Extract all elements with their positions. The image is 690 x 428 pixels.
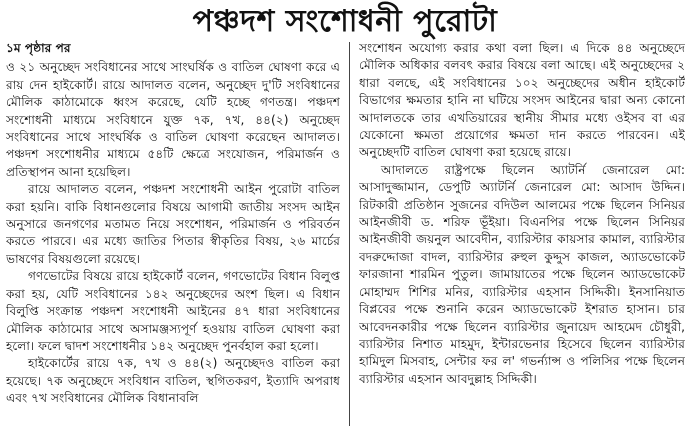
article-headline: পঞ্চদশ সংশোধনী পুরোটা xyxy=(192,4,498,39)
left-paragraph-1: ও ২১ অনুচ্ছেদ সংবিধানের সাথে সাংঘর্ষিক ও বাতিল ঘোষণা করে এ রায় দেন হাইকোর্ট। রায়ে আদালত বলেন, অনুচ্ছেদ দু'টি সংবিধানের মৌলিক কাঠামোকে ধ্বংস করেছে, যেটি হচ্ছে গণতন্ত্র। পঞ্চদশ সংশোধনী মাধ্যমে সংবিধানে যুক্ত ৭ক, ৭খ, ৪৪(২) অনুচ্ছেদ সংবিধানের সাথে সাংঘর্ষিক ও বাতিল ঘোষণা করেছেন আদালত। পঞ্চদশ সংশোধনীর মাধ্যমে ৫৪টি ক্ষেত্রে সংযোজন, পরিমার্জন ও প্রতিস্থাপন আনা হয়েছিল। xyxy=(6,60,340,179)
right-column xyxy=(359,40,685,426)
column-divider xyxy=(349,42,350,426)
left-paragraph-2: রায়ে আদালত বলেন, পঞ্চদশ সংশোধনী আইন পুরোটা বাতিল করা হয়নি। বাকি বিধানগুলোর বিষয়ে আগামী জাতীয় সংসদ আইন অনুসারে জনগণের মতামত নিয়ে সংশোধন, পরিমার্জন ও পরিবর্তন করতে পারবে। এর মধ্যে জাতির পিতার স্বীকৃতির বিষয়, ২৬ মার্চের ভাষণের বিষয়গুলো রয়েছে। xyxy=(6,182,340,266)
left-paragraph-4: হাইকোর্টের রায়ে ৭ক, ৭খ ও ৪৪(২) অনুচ্ছেদও বাতিল করা হয়েছে। ৭ক অনুচ্ছেদে সংবিধান বাতিল, স্থগিতকরণ, ইত্যাদি অপরাধ এবং ৭খ সংবিধানের মৌলিক বিধানাবলি xyxy=(6,356,340,406)
left-column xyxy=(6,40,340,426)
continued-from-page-label: ১ম পৃষ্ঠার পর xyxy=(6,41,71,55)
right-paragraph-2: আদালতে রাষ্ট্রপক্ষে ছিলেন অ্যাটর্নি জেনারেল মো: আসাদুজ্জামান, ডেপুটি অ্যাটর্নি জেনারেল মো: আসাদ উদ্দিন। রিটকারী প্রতিষ্ঠান সুজনের বদিউল আলমের পক্ষে ছিলেন সিনিয়র আইনজীবী ড. শরিফ ভূঁইয়া। বিএনপির পক্ষে ছিলেন সিনিয়র আইনজীবী জয়নুল আবেদীন, ব্যারিস্টার কায়সার কামাল, ব্যারিস্টার বদরুদ্দোজা বাদল, ব্যারিস্টার রুহুল কুদ্দুস কাজল, অ্যাডভোকেট ফারজানা শারমিন পুতুল। জামায়াতের পক্ষে ছিলেন অ্যাডভোকেট মোহাম্মদ শিশির মনির, ব্যারিস্টার এহসান সিদ্দিকী। ইনসানিয়াত বিপ্লবের পক্ষে শুনানি করেন অ্যাডভোকেট ইশরাত হাসান। চার আবেদনকারীর পক্ষে ছিলেন ব্যারিস্টার জুনায়েদ আহমেদ চৌধুরী, ব্যারিস্টার নিশাত মাহমুদ, ইন্টারভেনার হিসেবে ছিলেন ব্যারিস্টার হামিদুল মিসবাহ, সেন্টার ফর ল' গভর্ন্যান্স ও পলিসির পক্ষে ছিলেন ব্যারিস্টার এহসান আবদুল্লাহ সিদ্দিকী। xyxy=(359,162,685,386)
left-paragraph-3: গণভোটের বিষয়ে রায়ে হাইকোর্ট বলেন, গণভোটের বিধান বিলুপ্ত করা হয়, যেটি সংবিধানের ১৪২ অনুচ্ছেদের অংশ ছিল। এ বিধান বিলুপ্তি সংক্রান্ত পঞ্চদশ সংশোধনী আইনের ৪৭ ধারা সংবিধানের মৌলিক কাঠামোর সাথে অসামঞ্জস্যপূর্ণ হওয়ায় বাতিল ঘোষণা করা হলো। ফলে দ্বাদশ সংশোধনীর ১৪২ অনুচ্ছেদ পুনর্বহাল করা হলো। xyxy=(6,269,340,353)
right-paragraph-1: সংশোধন অযোগ্য করার কথা বলা ছিল। এ দিকে ৪৪ অনুচ্ছেদে মৌলিক অধিকার বলবৎ করার বিষয়ে বলা আছে। এই অনুচ্ছেদের ২ ধারা বলছে, এই সংবিধানের ১০২ অনুচ্ছেদের অধীন হাইকোর্ট বিভাগের ক্ষমতার হানি না ঘটিয়ে সংসদ আইনের দ্বারা অন্য কোনো আদালতকে তার এখতিয়ারের স্থানীয় সীমার মধ্যে ওইসব বা এর যেকোনো ক্ষমতা প্রয়োগের ক্ষমতা দান করতে পারবেন। এই অনুচ্ছেদটি বাতিল ঘোষণা করা হয়েছে রায়ে। xyxy=(359,41,685,160)
